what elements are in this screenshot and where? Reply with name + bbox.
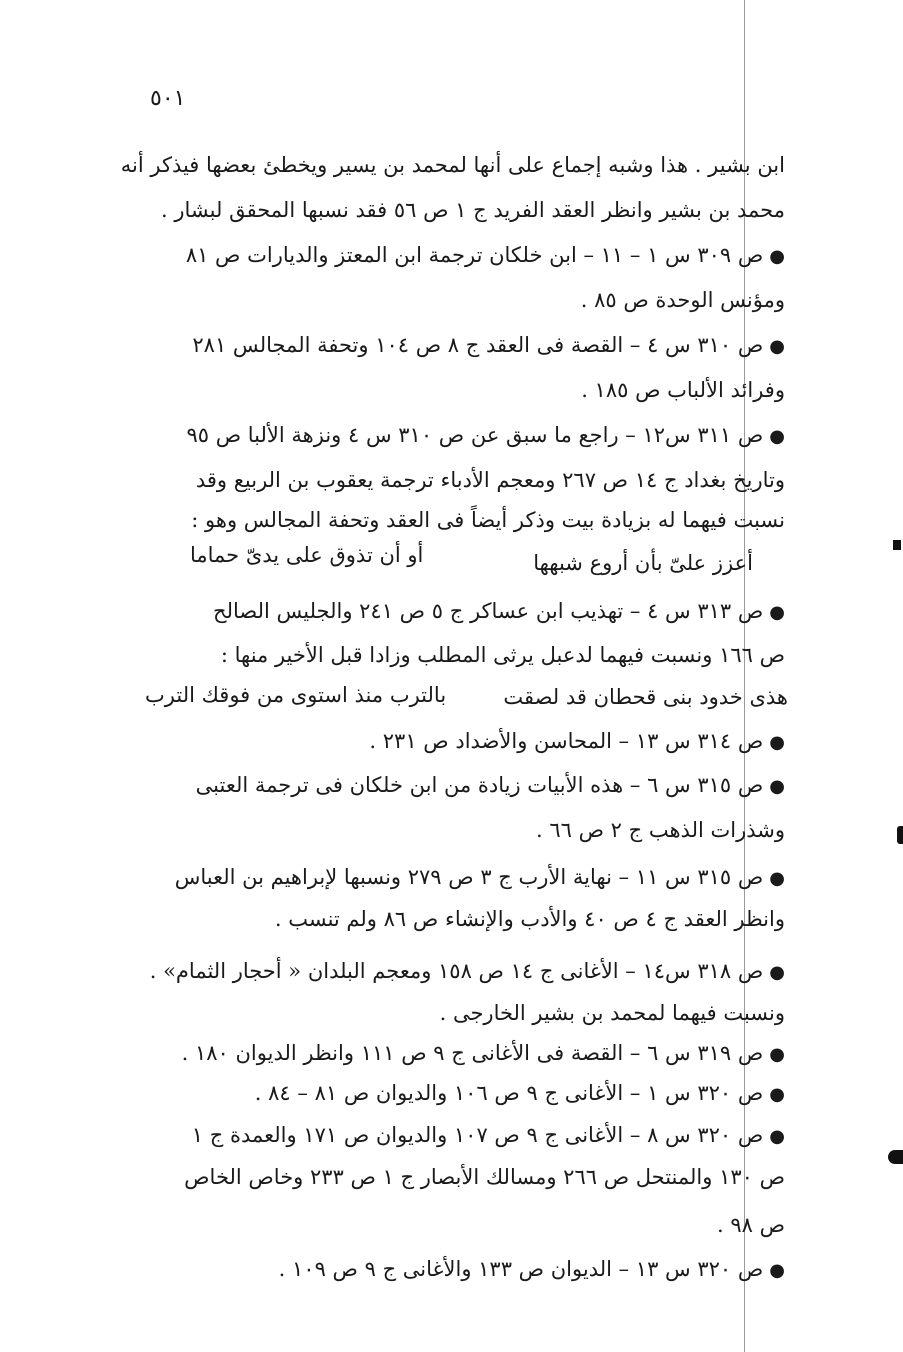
verse-hemistich-right: أعزز علىّ بأن أروع شبهها	[533, 551, 753, 575]
text-line	[130, 815, 785, 845]
bullet-icon: ●	[769, 1260, 785, 1281]
line-text: ص ٣١٩ س ٦ – القصة فى الأغانى ج ٩ ص ١١١ وانظر الديوان ١٨٠ .	[181, 1041, 764, 1065]
text-line	[130, 505, 785, 535]
line-text: وفرائد الألباب ص ١٨٥ .	[581, 378, 785, 402]
bullet-icon: ●	[769, 246, 785, 267]
bullet-icon: ●	[769, 1126, 785, 1147]
line-text: ص ٣١٥ س ١١ – نهاية الأرب ج ٣ ص ٢٧٩ ونسبها لإبراهيم بن العباس	[174, 865, 764, 889]
text-line	[130, 904, 785, 934]
line-text: ومؤنس الوحدة ص ٨٥ .	[580, 288, 785, 312]
text-line	[120, 150, 785, 180]
bullet-icon: ●	[769, 426, 785, 447]
note-line	[130, 1120, 785, 1152]
note-line	[130, 1038, 785, 1070]
bullet-icon: ●	[769, 776, 785, 797]
bullet-icon: ●	[769, 962, 785, 983]
text-line	[130, 195, 785, 225]
line-text: ص ٣٢٠ س ٨ – الأغانى ج ٩ ص ١٠٧ والديوان ص ١٧١ والعمدة ج ١	[191, 1123, 764, 1147]
line-text: ونسبت فيهما لمحمد بن بشير الخارجى .	[439, 1001, 785, 1025]
note-line	[130, 330, 785, 362]
line-text: ص ٣١٥ س ٦ – هذه الأبيات زيادة من ابن خلكان فى ترجمة العتبى	[195, 773, 764, 797]
note-line	[130, 596, 785, 628]
note-line	[130, 1254, 785, 1286]
bullet-icon: ●	[769, 868, 785, 889]
line-text: ص ٣٢٠ س ١ – الأغانى ج ٩ ص ١٠٦ والديوان ص ٨١ – ٨٤ .	[254, 1081, 764, 1105]
text-line	[130, 285, 785, 315]
line-text: ص ٩٨ .	[717, 1213, 785, 1237]
line-text: محمد بن بشير وانظر العقد الفريد ج ١ ص ٥٦ فقد نسبها المحقق لبشار .	[161, 198, 785, 222]
line-text: ص ٣١٤ س ١٣ – المحاسن والأضداد ص ٢٣١ .	[369, 729, 764, 753]
line-text: ص ١٣٠ والمنتحل ص ٢٦٦ ومسالك الأبصار ج ١ ص ٢٣٣ وخاص الخاص	[184, 1165, 785, 1189]
line-text: ص ٣١٣ س ٤ – تهذيب ابن عساكر ج ٥ ص ٢٤١ والجليس الصالح	[213, 599, 764, 623]
note-line	[130, 420, 785, 452]
line-text: ابن بشير . هذا وشبه إجماع على أنها لمحمد بن يسير ويخطئ بعضها فيذكر أنه	[120, 153, 785, 177]
text-line	[130, 1210, 785, 1240]
page-number: ٥٠١	[150, 86, 186, 111]
bullet-icon: ●	[769, 732, 785, 753]
text-line	[130, 640, 785, 670]
text-line	[130, 375, 785, 405]
bullet-icon: ●	[769, 602, 785, 623]
scan-edge-mark	[893, 540, 901, 550]
line-text: وتاريخ بغداد ج ١٤ ص ٢٦٧ ومعجم الأدباء ترجمة يعقوب بن الربيع وقد	[195, 468, 785, 492]
text-line	[130, 465, 785, 495]
note-line	[130, 1078, 785, 1110]
note-line	[130, 240, 785, 272]
line-text: ص ٣١٠ س ٤ – القصة فى العقد ج ٨ ص ١٠٤ وتحفة المجالس ٢٨١	[192, 333, 764, 357]
line-text: وانظر العقد ج ٤ ص ٤٠ والأدب والإنشاء ص ٨٦ ولم تنسب .	[274, 907, 785, 931]
verse-hemistich-left: بالترب منذ استوى من فوقك الترب	[145, 683, 447, 707]
text-line	[130, 998, 785, 1028]
line-text: ص ٣١١ س١٢ – راجع ما سبق عن ص ٣١٠ س ٤ ونزهة الألبا ص ٩٥	[186, 423, 764, 447]
verse-hemistich-left: أو أن تذوق على يدىّ حماما	[190, 543, 424, 567]
line-text: ص ٣٢٠ س ١٣ – الديوان ص ١٣٣ والأغانى ج ٩ ص ١٠٩ .	[278, 1257, 764, 1281]
line-text: نسبت فيهما له بزيادة بيت وذكر أيضاً فى العقد وتحفة المجالس وهو :	[191, 508, 785, 532]
scan-edge-mark	[897, 826, 903, 844]
line-text: ص ٣١٨ س١٤ – الأغانى ج ١٤ ص ١٥٨ ومعجم البلدان « أحجار الثمام» .	[149, 959, 764, 983]
bullet-icon: ●	[769, 336, 785, 357]
line-text: ص ٣٠٩ س ١ – ١١ – ابن خلكان ترجمة ابن المعتز والديارات ص ٨١	[185, 243, 764, 267]
note-line	[130, 726, 785, 758]
note-line	[130, 770, 785, 802]
text-line	[130, 1162, 785, 1192]
line-text: وشذرات الذهب ج ٢ ص ٦٦ .	[536, 818, 785, 842]
bullet-icon: ●	[769, 1044, 785, 1065]
note-line	[130, 862, 785, 894]
scan-edge-mark	[888, 1150, 903, 1164]
line-text: ص ١٦٦ ونسبت فيهما لدعبل يرثى المطلب وزادا قبل الأخير منها :	[220, 643, 785, 667]
verse-hemistich-right: هذى خدود بنى قحطان قد لصقت	[503, 685, 788, 709]
bullet-icon: ●	[769, 1084, 785, 1105]
note-line	[130, 956, 785, 988]
